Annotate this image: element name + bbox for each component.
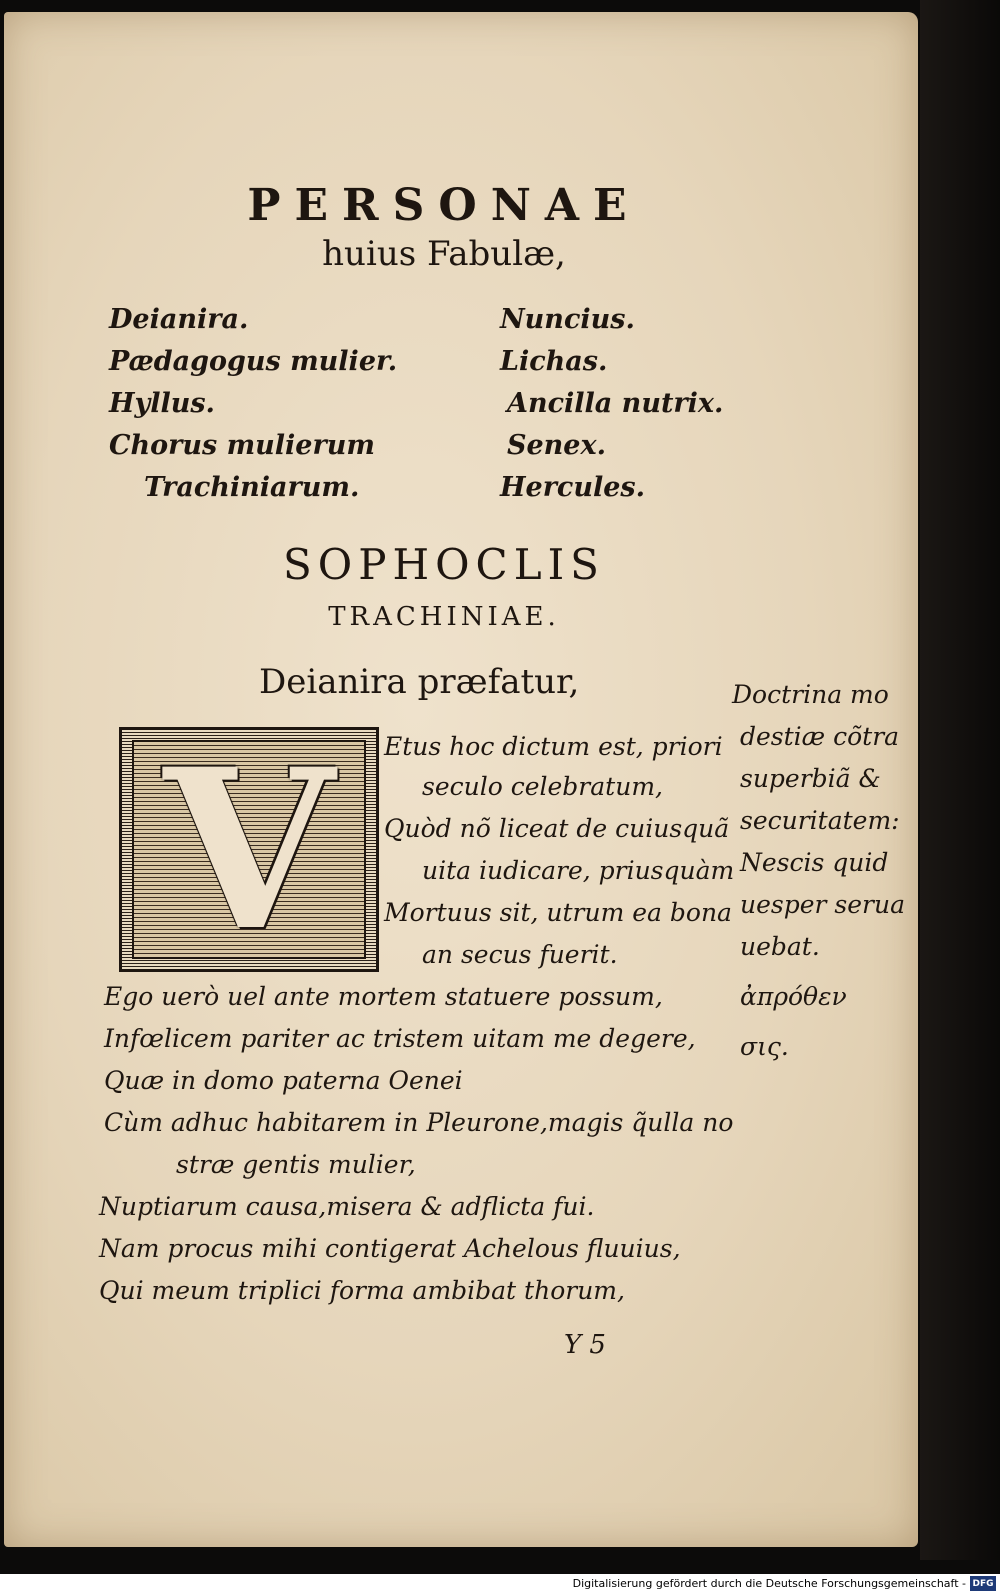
persona-left-3: Hyllus. [109,388,215,419]
verse-line-11: stræ gentis mulier, [176,1150,416,1179]
signature-mark: Y 5 [564,1330,606,1360]
margin-note-2: destiæ cõtra [740,722,900,751]
verse-line-14: Qui meum triplici forma ambibat thorum, [99,1276,625,1305]
margin-note-1: Doctrina mo [732,680,889,709]
dfg-logo-icon[interactable]: DFG [970,1576,996,1591]
margin-note-4: securitatem: [740,806,900,835]
margin-note-5: Nescis quid [740,848,889,877]
verse-line-8: Infœlicem pariter ac tristem uitam me degere, [104,1024,696,1053]
margin-note-greek-2: σις. [740,1032,789,1061]
verse-line-10: Cùm adhuc habitarem in Pleurone,magis q̃ulla no [104,1108,734,1137]
verse-line-5: Mortuus sit, utrum ea bona [384,898,732,927]
verse-line-6: an secus fuerit. [422,940,618,969]
play-title-sophoclis: SOPHOCLIS [283,540,605,589]
verse-line-3: Quòd nõ liceat de cuiusquã [384,814,730,843]
persona-left-1: Deianira. [109,304,249,335]
verse-line-13: Nam procus mihi contigerat Achelous fluuius, [99,1234,681,1263]
footer-credit: Digitalisierung gefördert durch die Deutsche Forschungsgemeinschaft - [572,1577,966,1590]
title-huius-fabulae: huius Fabulæ, [322,234,566,274]
verse-line-7: Ego uerò uel ante mortem statuere possum, [104,982,663,1011]
title-personae: PERSONAE [247,180,641,231]
initial-letter: V [132,740,366,959]
margin-note-6: uesper serua [740,890,906,919]
decorated-initial-v [119,719,379,979]
margin-note-greek-1: ἀπρόθεν [740,982,847,1011]
book-spine [920,0,1000,1560]
persona-right-2: Lichas. [500,346,608,377]
margin-note-3: superbiã & [740,764,881,793]
persona-right-4: Senex. [507,430,606,461]
book-page [4,12,918,1547]
persona-left-5: Trachiniarum. [144,472,360,503]
persona-right-5: Hercules. [500,472,646,503]
verse-line-12: Nuptiarum causa,misera & adflicta fui. [99,1192,595,1221]
verse-line-2: seculo celebratum, [422,772,663,801]
persona-right-3: Ancilla nutrix. [507,388,724,419]
persona-left-4: Chorus mulierum [109,430,375,461]
persona-left-2: Pædagogus mulier. [109,346,398,377]
verse-line-4: uita iudicare, priusquàm [422,856,735,885]
persona-right-1: Nuncius. [500,304,635,335]
play-title-trachiniae: TRACHINIAE. [328,602,560,632]
verse-line-1: Etus hoc dictum est, priori [384,732,723,761]
margin-note-7: uebat. [740,932,820,961]
verse-line-9: Quæ in domo paterna Oenei [104,1066,463,1095]
scene-heading: Deianira præfatur, [259,662,580,702]
